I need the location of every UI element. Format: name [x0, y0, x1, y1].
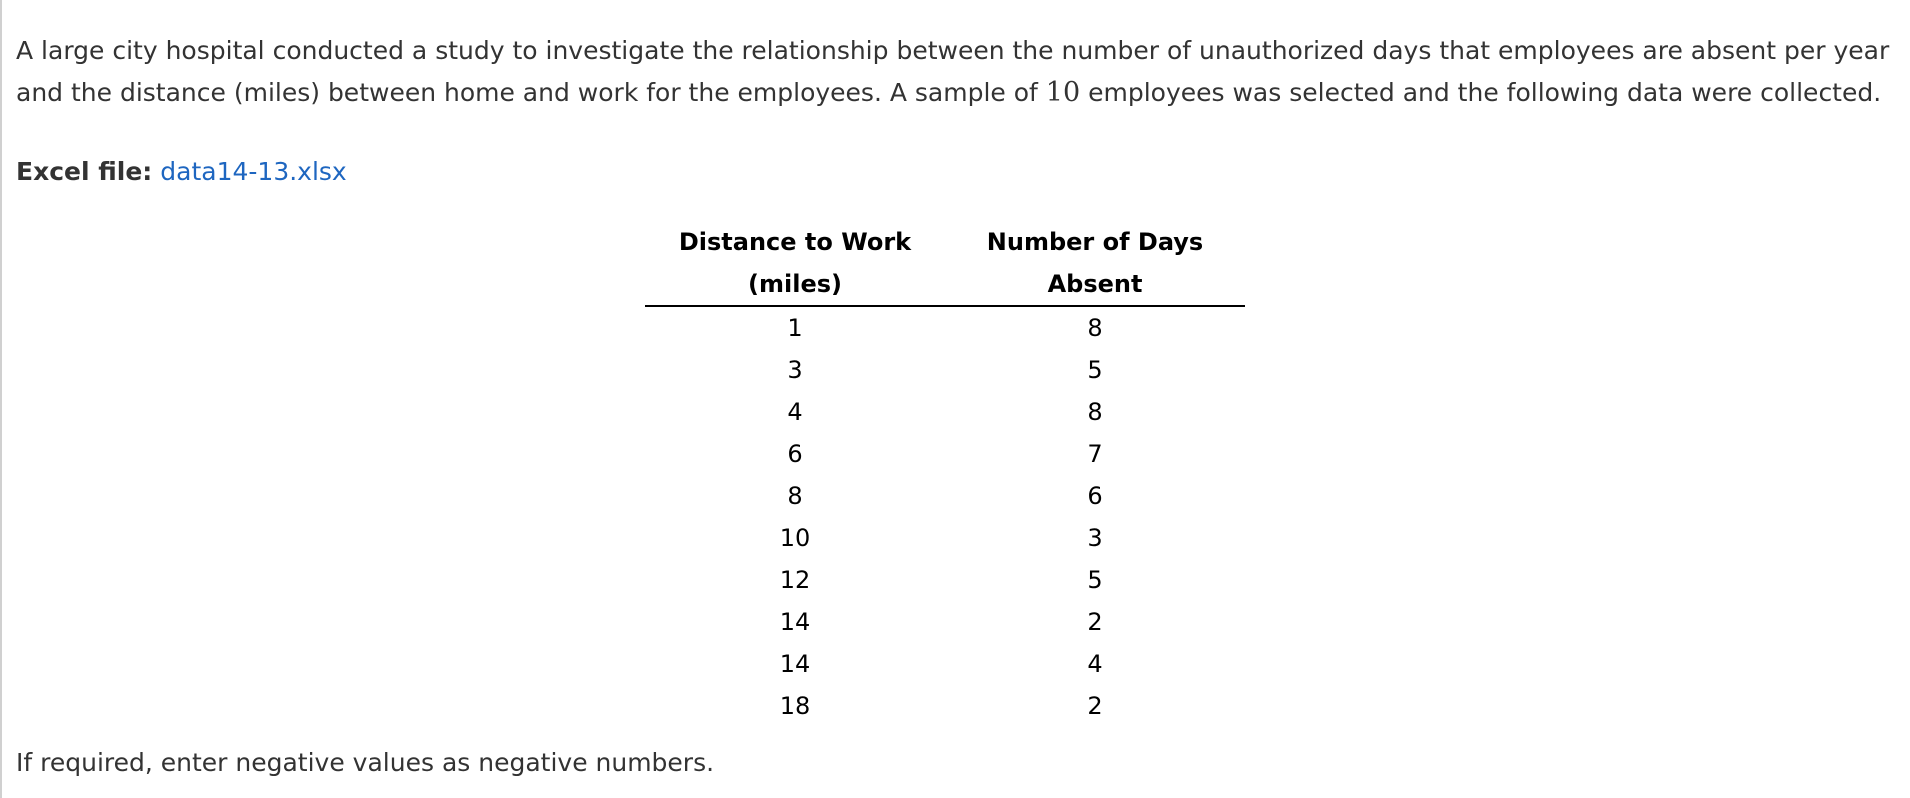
- days-cell: 5: [1087, 566, 1103, 594]
- header-days-absent: [945, 217, 1245, 306]
- days-cell: 3: [1087, 524, 1103, 552]
- table-row: [645, 306, 1245, 349]
- days-cell: 2: [1087, 608, 1103, 636]
- table-row: [645, 517, 1245, 559]
- data-table: [645, 217, 1245, 727]
- problem-statement: [16, 30, 1896, 114]
- distance-cell: 12: [779, 566, 811, 594]
- table-header-row: [645, 217, 1245, 306]
- table-row: [645, 475, 1245, 517]
- header-distance-line2: (miles): [748, 270, 842, 298]
- table-row: [645, 685, 1245, 727]
- header-distance: [645, 217, 945, 306]
- distance-cell: 3: [787, 356, 803, 384]
- table-row: [645, 349, 1245, 391]
- excel-file-line: [16, 152, 1896, 192]
- days-cell: 7: [1087, 440, 1103, 468]
- distance-cell: 10: [779, 524, 811, 552]
- excel-file-link[interactable]: data14-13.xlsx: [160, 157, 347, 186]
- distance-cell: 1: [787, 314, 803, 342]
- table-row: [645, 559, 1245, 601]
- days-cell: 8: [1087, 314, 1103, 342]
- distance-cell: 8: [787, 482, 803, 510]
- negative-values-note: If required, enter negative values as negative numbers.: [16, 748, 715, 777]
- table-row: [645, 433, 1245, 475]
- distance-cell: 4: [787, 398, 803, 426]
- distance-cell: 14: [779, 650, 811, 678]
- excel-file-label: Excel file:: [16, 157, 153, 186]
- days-cell: 2: [1087, 692, 1103, 720]
- distance-cell: 6: [787, 440, 803, 468]
- distance-cell: 18: [779, 692, 811, 720]
- days-cell: 6: [1087, 482, 1103, 510]
- header-distance-line1: Distance to Work: [678, 228, 912, 256]
- header-days-line2: Absent: [1047, 270, 1143, 298]
- sample-size: 10: [1045, 77, 1081, 108]
- question-content: [16, 0, 1896, 192]
- left-border-rule: [0, 0, 2, 798]
- table-row: [645, 391, 1245, 433]
- days-cell: 5: [1087, 356, 1103, 384]
- days-cell: 4: [1087, 650, 1103, 678]
- table-row: [645, 601, 1245, 643]
- problem-text-end: employees was selected and the following data were collected.: [1080, 78, 1882, 107]
- problem-text-start: A large city hospital conducted a study to investigate the relationship between the number of unauthorized days that employees are absent per year and the distance (miles) between home and work for the employees. A sample of: [16, 36, 1890, 107]
- days-cell: 8: [1087, 398, 1103, 426]
- distance-cell: 14: [779, 608, 811, 636]
- table-row: [645, 643, 1245, 685]
- header-days-line1: Number of Days: [986, 228, 1204, 256]
